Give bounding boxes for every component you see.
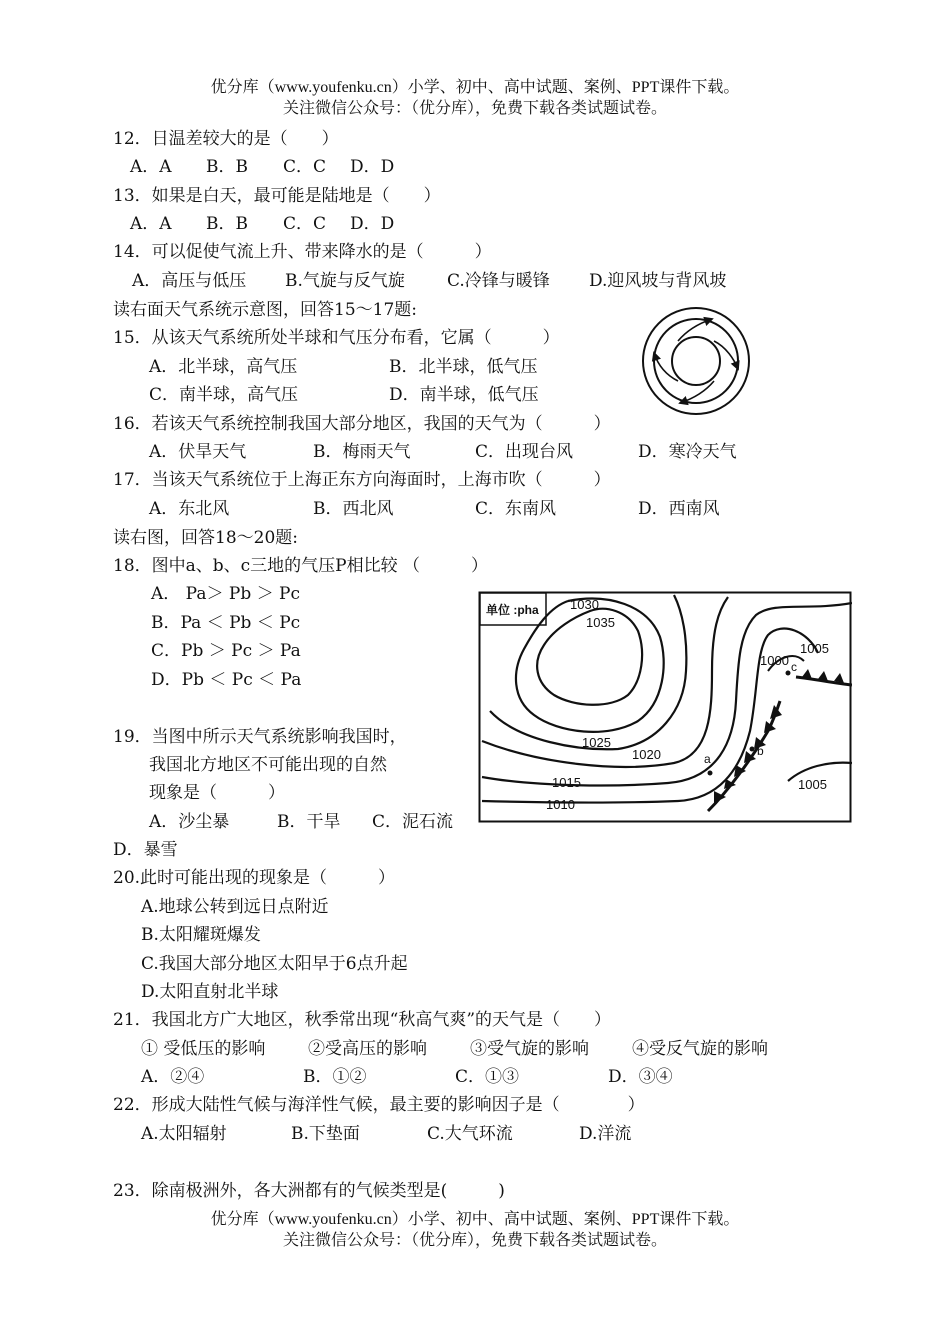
q22-option-c: C.大气环流 <box>427 1124 513 1144</box>
q15-option-c: C．南半球，高气压 <box>149 385 299 405</box>
q20-option-d: D.太阳直射北半球 <box>141 982 279 1002</box>
q17-option-a: A．东北风 <box>149 499 230 519</box>
q16-option-d: D．寒冷天气 <box>638 442 737 462</box>
label-1010: 1010 <box>546 797 575 812</box>
q14-option-a: A．高压与低压 <box>132 271 247 291</box>
point-a-label: a <box>704 752 711 766</box>
q13-option-a: A．A <box>130 214 172 234</box>
point-b-label: b <box>757 744 764 758</box>
q14-stem: 14．可以促使气流上升、带来降水的是（ ） <box>113 242 492 262</box>
label-1020: 1020 <box>632 747 661 762</box>
q17-option-c: C．东南风 <box>475 499 557 519</box>
q21-option-b: B．①② <box>303 1067 367 1087</box>
q12-stem: 12．日温差较大的是（ ） <box>113 129 339 149</box>
isobar-inner-ring <box>672 337 720 385</box>
intro-18-20: 读右图，回答18～20题: <box>113 528 298 548</box>
q15-option-b: B．北半球，低气压 <box>389 357 538 377</box>
q13-option-b: B．B <box>206 214 248 234</box>
q21-option-d: D．③④ <box>608 1067 673 1087</box>
q16-option-b: B．梅雨天气 <box>313 442 411 462</box>
q18-stem: 18．图中a、b、c三地的气压P相比较 （ ） <box>113 556 489 576</box>
q19-stem-line-1: 19．当图中所示天气系统影响我国时， <box>113 727 407 747</box>
label-1035: 1035 <box>586 615 615 630</box>
q19-stem-line-2: 我国北方地区不可能出现的自然 <box>149 755 387 775</box>
q20-option-c: C.我国大部分地区太阳早于6点升起 <box>141 954 408 974</box>
point-c-dot <box>786 671 791 676</box>
label-1025: 1025 <box>582 735 611 750</box>
label-1005-north: 1005 <box>800 641 829 656</box>
q21-option-a: A．②④ <box>141 1067 205 1087</box>
q17-option-b: B．西北风 <box>313 499 394 519</box>
q18-option-c: C．Pb ＞ Pc ＞ Pa <box>151 641 301 661</box>
q22-option-d: D.洋流 <box>579 1124 632 1144</box>
isobar-outer-ring <box>643 308 749 414</box>
q14-option-c: C.冷锋与暖锋 <box>447 271 550 291</box>
q16-option-c: C．出现台风 <box>475 442 574 462</box>
isobar-map <box>478 591 852 823</box>
point-b-dot <box>750 747 755 752</box>
q12-option-d: D．D <box>350 157 395 177</box>
q19-option-c: C．泥石流 <box>372 812 454 832</box>
q22-option-b: B.下垫面 <box>291 1124 360 1144</box>
q16-stem: 16．若该天气系统控制我国大部分地区，我国的天气为（ ） <box>113 414 611 434</box>
q15-stem: 15．从该天气系统所处半球和气压分布看，它属（ ） <box>113 328 560 348</box>
label-1000: 1000 <box>760 653 789 668</box>
q14-option-b: B.气旋与反气旋 <box>285 271 405 291</box>
weather-system-diagram <box>640 305 752 417</box>
q21-option-c: C．①③ <box>455 1067 520 1087</box>
q18-option-b: B．Pa ＜ Pb ＜ Pc <box>151 613 301 633</box>
q18-option-a: A． Pa＞ Pb ＞ Pc <box>151 584 300 604</box>
q19-option-a: A．沙尘暴 <box>149 812 230 832</box>
q17-option-d: D．西南风 <box>638 499 720 519</box>
q21-item-4: ④受反气旋的影响 <box>632 1039 768 1059</box>
q17-stem: 17．当该天气系统位于上海正东方向海面时，上海市吹（ ） <box>113 470 611 490</box>
q20-option-b: B.太阳耀斑爆发 <box>141 925 261 945</box>
q16-option-a: A．伏旱天气 <box>149 442 247 462</box>
q12-option-c: C．C <box>283 157 327 177</box>
q21-item-3: ③受气旋的影响 <box>470 1039 589 1059</box>
q22-option-a: A.太阳辐射 <box>141 1124 227 1144</box>
q15-option-a: A．北半球，高气压 <box>149 357 298 377</box>
header-line-2: 关注微信公众号：（优分库），免费下载各类试题试卷。 <box>282 100 667 117</box>
q13-option-d: D．D <box>350 214 395 234</box>
unit-label: 单位 :pha <box>486 603 539 617</box>
q19-option-b: B．干旱 <box>277 812 341 832</box>
q12-option-b: B．B <box>206 157 248 177</box>
q13-stem: 13．如果是白天，最可能是陆地是（ ） <box>113 186 441 206</box>
q22-stem: 22．形成大陆性气候与海洋性气候，最主要的影响因子是（ ） <box>113 1095 645 1115</box>
q14-option-d: D.迎风坡与背风坡 <box>589 271 727 291</box>
q19-option-d: D．暴雪 <box>113 840 178 860</box>
q15-option-d: D．南半球，低气压 <box>389 385 539 405</box>
isobar-middle-ring <box>654 319 738 403</box>
q18-option-d: D．Pb ＜ Pc ＜ Pa <box>151 670 302 690</box>
q20-stem: 20.此时可能出现的现象是（ ） <box>113 868 396 888</box>
intro-15-17: 读右面天气系统示意图，回答15～17题: <box>113 300 417 320</box>
point-a-dot <box>708 771 713 776</box>
q19-stem-line-3: 现象是（ ） <box>149 783 285 803</box>
label-1015: 1015 <box>552 775 581 790</box>
label-1005-east: 1005 <box>798 777 827 792</box>
point-c-label: c <box>791 660 797 674</box>
q23-stem: 23．除南极洲外，各大洲都有的气候类型是( ) <box>113 1181 505 1201</box>
header-line-1: 优分库（www.youfenku.cn）小学、初中、高中试题、案例、PPT课件下载。 <box>210 79 740 96</box>
q21-item-2: ②受高压的影响 <box>308 1039 427 1059</box>
footer-line-1: 优分库（www.youfenku.cn）小学、初中、高中试题、案例、PPT课件下载。 <box>210 1211 740 1228</box>
q21-item-1: ① 受低压的影响 <box>141 1039 266 1059</box>
footer-line-2: 关注微信公众号：（优分库），免费下载各类试题试卷。 <box>282 1232 667 1249</box>
label-1030: 1030 <box>570 597 599 612</box>
q21-stem: 21．我国北方广大地区，秋季常出现“秋高气爽”的天气是（ ） <box>113 1010 612 1030</box>
map-border <box>480 593 851 822</box>
q13-option-c: C．C <box>283 214 327 234</box>
q12-option-a: A．A <box>130 157 172 177</box>
q20-option-a: A.地球公转到远日点附近 <box>141 897 329 917</box>
